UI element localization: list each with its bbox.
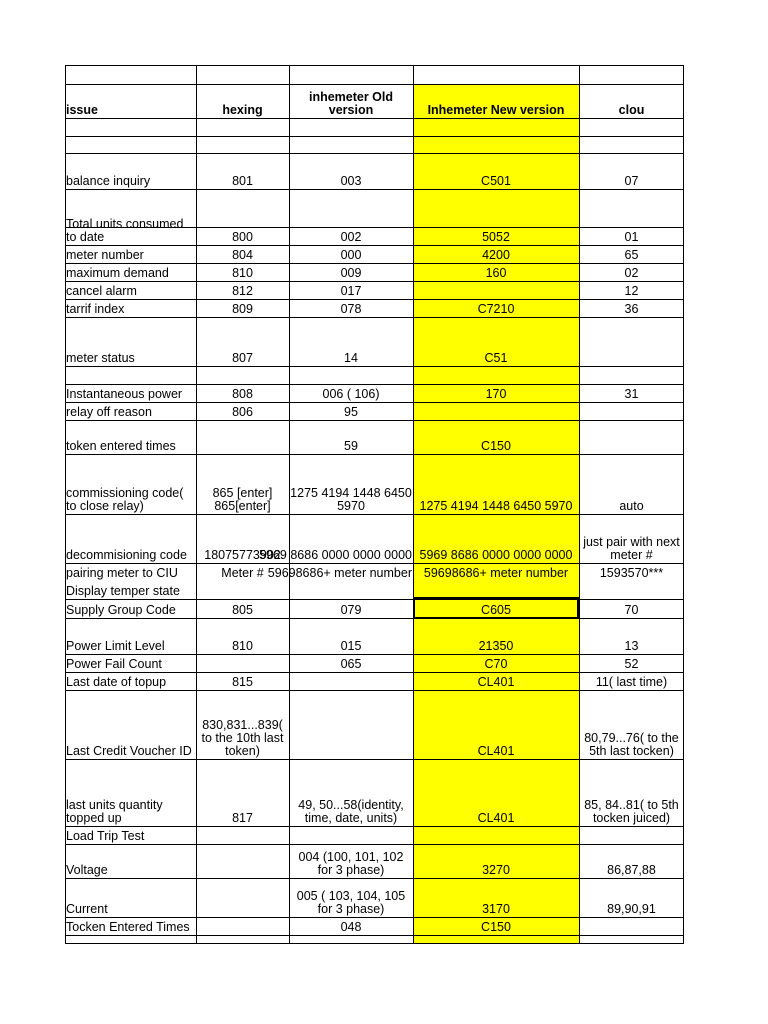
cell-hexing[interactable]: 810 — [232, 266, 253, 280]
cell-new-version[interactable]: CL401 — [477, 744, 515, 758]
cell-hexing[interactable]: 807 — [232, 351, 253, 365]
cell-new-version[interactable]: 4200 — [482, 248, 510, 262]
cell-hexing[interactable]: 804 — [232, 248, 253, 262]
cell-old-version[interactable]: 003 — [340, 174, 362, 188]
cell-clou[interactable] — [579, 420, 684, 454]
cell-clou[interactable]: 36 — [624, 302, 639, 316]
cell-clou[interactable]: just pair with next meter # — [583, 535, 680, 562]
cell-clou[interactable] — [579, 917, 684, 935]
cell-hexing[interactable]: 810 — [232, 639, 253, 653]
cell-issue[interactable]: meter number — [66, 248, 144, 262]
cell-old-version[interactable]: 95 — [344, 405, 358, 419]
cell-clou[interactable]: 11( last time) — [595, 675, 668, 689]
cell-hexing[interactable]: 815 — [232, 675, 253, 689]
cell-new-version[interactable]: C501 — [481, 174, 511, 188]
spreadsheet-table — [65, 65, 684, 944]
cell-hexing[interactable] — [196, 844, 289, 878]
cell-old-version[interactable]: 59698686+ meter number — [267, 566, 412, 580]
cell-issue[interactable]: Tocken Entered Times — [66, 920, 190, 934]
header-clou: clou — [618, 103, 645, 117]
cell-hexing[interactable]: Meter # — [221, 566, 264, 580]
cell-issue[interactable]: maximum demand — [66, 266, 169, 280]
grid-row-line — [65, 153, 684, 154]
cell-new-version[interactable]: 3170 — [482, 902, 510, 916]
cell-clou[interactable]: 01 — [624, 230, 639, 244]
cell-new-version[interactable]: C605 — [481, 603, 511, 617]
cell-old-version[interactable]: 004 (100, 101, 102 for 3 phase) — [298, 850, 404, 877]
cell-clou[interactable]: 70 — [624, 603, 639, 617]
cell-old-version[interactable] — [289, 826, 413, 844]
cell-new-version[interactable] — [413, 826, 579, 844]
cell-clou[interactable]: 07 — [624, 174, 639, 188]
cell-issue[interactable]: decommisioning code — [66, 548, 187, 562]
cell-clou[interactable]: auto — [619, 499, 644, 513]
grid-row-line — [65, 935, 684, 936]
cell-old-version[interactable]: 065 — [340, 657, 362, 671]
grid-row-line — [65, 65, 684, 66]
selected-cell-outline[interactable] — [413, 597, 579, 619]
cell-new-version[interactable]: C70 — [484, 657, 508, 671]
cell-old-version[interactable] — [289, 672, 413, 690]
cell-new-version[interactable]: 5969 8686 0000 0000 0000 — [419, 548, 573, 562]
cell-new-version[interactable]: 5052 — [482, 230, 510, 244]
cell-old-version[interactable]: 000 — [340, 248, 362, 262]
cell-clou[interactable]: 85, 84..81( to 5th tocken juiced) — [584, 798, 679, 825]
cell-issue[interactable]: Total units consumed to date — [66, 217, 184, 244]
cell-clou[interactable] — [579, 317, 684, 366]
cell-old-version[interactable] — [289, 581, 413, 599]
cell-clou[interactable]: 89,90,91 — [607, 902, 656, 916]
cell-old-version[interactable]: 59 — [344, 439, 358, 453]
cell-issue[interactable]: last units quantity topped up — [66, 798, 163, 825]
cell-hexing[interactable] — [196, 654, 289, 672]
cell-clou[interactable]: 86,87,88 — [607, 863, 656, 877]
grid-row-line — [65, 136, 684, 137]
cell-hexing[interactable]: 801 — [232, 174, 253, 188]
cell-old-version[interactable]: 048 — [340, 920, 362, 934]
cell-new-version[interactable]: 3270 — [482, 863, 510, 877]
cell-issue[interactable]: Last Credit Voucher ID — [66, 744, 192, 758]
cell-old-version[interactable]: 017 — [340, 284, 362, 298]
grid-row-line — [65, 366, 684, 367]
cell-hexing[interactable] — [196, 826, 289, 844]
cell-new-version[interactable]: 160 — [485, 266, 507, 280]
cell-issue[interactable]: Instantaneous power — [66, 387, 183, 401]
cell-clou[interactable] — [579, 826, 684, 844]
cell-hexing[interactable] — [196, 917, 289, 935]
cell-new-version[interactable]: 1275 4194 1448 6450 5970 — [419, 499, 573, 513]
cell-hexing[interactable]: 805 — [232, 603, 253, 617]
cell-clou[interactable]: 80,79...76( to the 5th last tocken) — [584, 731, 679, 758]
cell-hexing[interactable]: 800 — [232, 230, 253, 244]
cell-issue[interactable]: pairing meter to CIU — [66, 566, 178, 580]
cell-new-version[interactable]: C150 — [481, 439, 511, 453]
cell-clou[interactable]: 12 — [624, 284, 639, 298]
cell-issue[interactable]: Load Trip Test — [66, 829, 145, 843]
cell-old-version[interactable]: 009 — [340, 266, 362, 280]
cell-issue[interactable]: tarrif index — [66, 302, 125, 316]
cell-clou[interactable]: 13 — [624, 639, 639, 653]
cell-clou[interactable] — [579, 581, 684, 599]
cell-old-version[interactable]: 079 — [340, 603, 362, 617]
cell-new-version[interactable]: 170 — [485, 387, 507, 401]
grid-row-line — [65, 118, 684, 119]
cell-issue[interactable]: commissioning code( to close relay) — [66, 486, 184, 513]
cell-issue[interactable]: meter status — [66, 351, 135, 365]
header-old-version: inhemeter Old version — [308, 90, 394, 117]
cell-new-version[interactable]: C51 — [484, 351, 508, 365]
cell-old-version[interactable]: 14 — [344, 351, 358, 365]
grid-row-line — [65, 943, 684, 944]
header-issue: issue — [66, 103, 98, 117]
cell-old-version[interactable]: 49, 50...58(identity, time, date, units) — [298, 798, 404, 825]
cell-old-version[interactable]: 005 ( 103, 104, 105 for 3 phase) — [296, 889, 406, 916]
header-new-version: Inhemeter New version — [427, 103, 565, 117]
cell-clou[interactable]: 65 — [624, 248, 639, 262]
cell-issue[interactable]: Voltage — [66, 863, 108, 877]
cell-hexing[interactable]: 865 [enter] 865[enter] — [212, 486, 273, 513]
cell-hexing[interactable] — [196, 420, 289, 454]
cell-issue[interactable]: Supply Group Code — [66, 603, 176, 617]
cell-issue[interactable]: Power Fail Count — [66, 657, 162, 671]
cell-old-version[interactable]: 002 — [340, 230, 362, 244]
cell-old-version[interactable]: 078 — [340, 302, 362, 316]
cell-new-version[interactable] — [413, 402, 579, 420]
cell-hexing[interactable]: 806 — [232, 405, 253, 419]
cell-issue[interactable]: Last date of topup — [66, 675, 167, 689]
cell-old-version[interactable]: 5969 8686 0000 0000 0000 — [259, 548, 412, 562]
cell-issue[interactable]: relay off reason — [66, 405, 152, 419]
cell-hexing[interactable]: 817 — [232, 811, 253, 825]
cell-hexing[interactable]: 809 — [232, 302, 253, 316]
cell-clou[interactable]: 1593570*** — [599, 566, 664, 580]
cell-issue[interactable]: token entered times — [66, 439, 176, 453]
cell-issue[interactable]: Power Limit Level — [66, 639, 165, 653]
cell-issue[interactable]: Display temper state — [66, 584, 180, 598]
cell-new-version[interactable]: 59698686+ meter number — [423, 566, 569, 580]
header-hexing: hexing — [222, 103, 263, 117]
cell-clou[interactable]: 31 — [624, 387, 639, 401]
cell-hexing[interactable]: 812 — [232, 284, 253, 298]
cell-issue[interactable]: Current — [66, 902, 108, 916]
cell-hexing[interactable]: 18075773902 — [204, 548, 281, 562]
cell-new-version[interactable]: CL401 — [477, 675, 515, 689]
cell-issue[interactable]: balance inquiry — [66, 174, 151, 188]
cell-hexing[interactable] — [196, 878, 289, 917]
cell-hexing[interactable]: 808 — [232, 387, 253, 401]
cell-hexing[interactable] — [196, 581, 289, 599]
cell-new-version[interactable]: 21350 — [478, 639, 514, 653]
cell-new-version[interactable] — [413, 281, 579, 299]
cell-new-version[interactable]: CL401 — [477, 811, 515, 825]
cell-clou[interactable] — [579, 402, 684, 420]
cell-clou[interactable]: 02 — [624, 266, 639, 280]
cell-new-version[interactable]: C150 — [481, 920, 511, 934]
cell-clou[interactable]: 52 — [624, 657, 639, 671]
cell-old-version[interactable]: 1275 4194 1448 6450 5970 — [290, 486, 412, 513]
cell-hexing[interactable]: 830,831...839( to the 10th last token) — [201, 718, 284, 758]
cell-old-version[interactable]: 015 — [340, 639, 362, 653]
cell-new-version[interactable]: C7210 — [477, 302, 515, 316]
cell-issue[interactable]: cancel alarm — [66, 284, 137, 298]
cell-old-version[interactable]: 006 ( 106) — [322, 387, 380, 401]
